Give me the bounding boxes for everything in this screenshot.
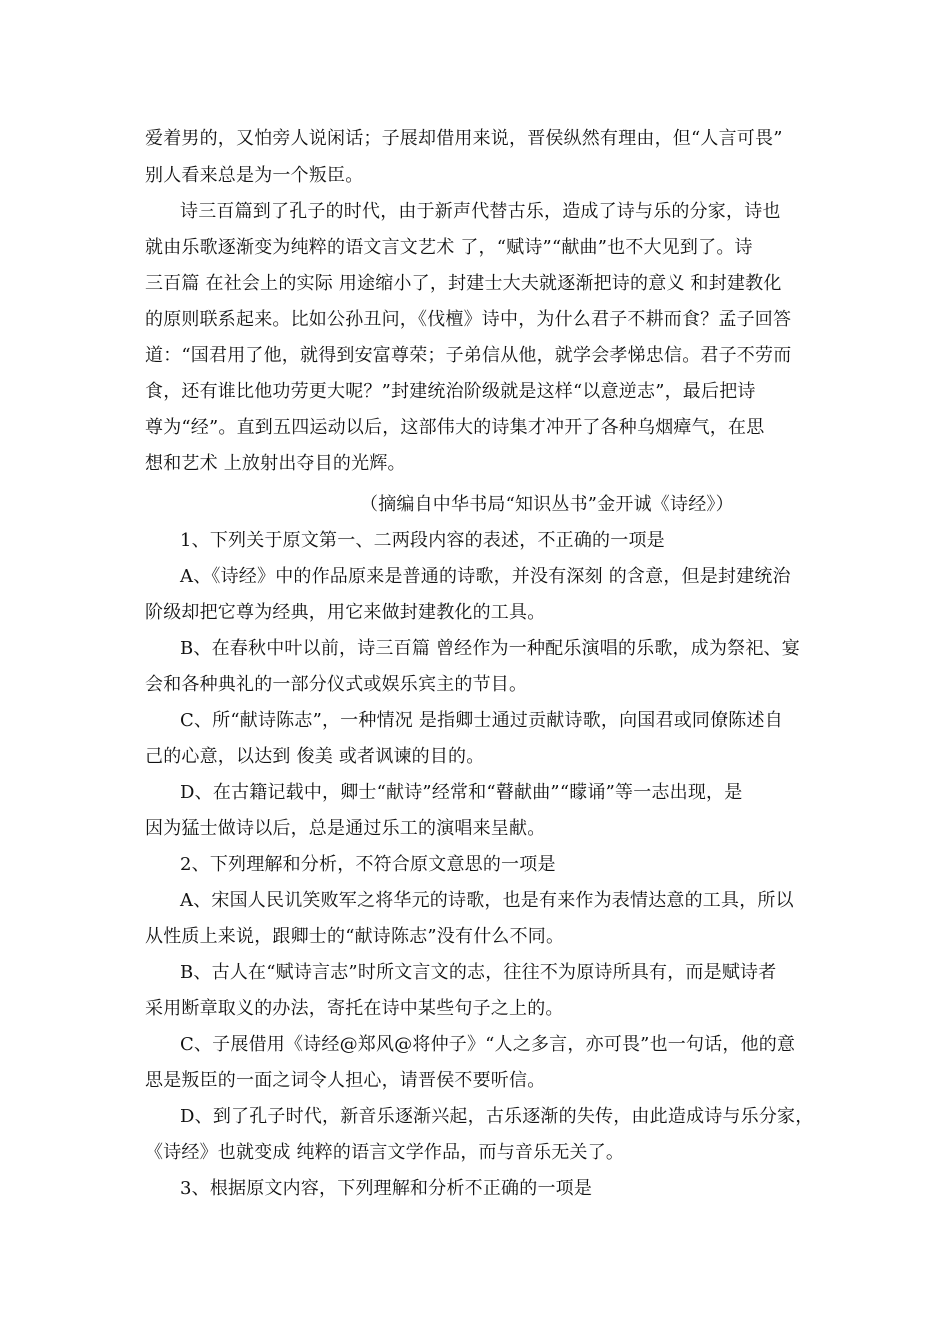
question-1-option-b-cont: 会和各种典礼的一部分仪式或娱乐宾主的节目。 bbox=[145, 674, 528, 695]
passage-line: 诗三百篇到了孔子的时代，由于新声代替古乐，造成了诗与乐的分家，诗也 bbox=[180, 201, 781, 222]
passage-line: 爱着男的，又怕旁人说闲话；子展却借用来说，晋侯纵然有理由，但“人言可畏” bbox=[145, 128, 783, 149]
passage-line: 的原则联系起来。比如公孙丑问，《伐檀》诗中，为什么君子不耕而食？孟子回答 bbox=[145, 309, 792, 330]
passage-line: 食，还有谁比他功劳更大呢？”封建统治阶级就是这样“以意逆志”，最后把诗 bbox=[145, 381, 756, 402]
passage-line: 尊为“经”。直到五四运动以后，这部伟大的诗集才冲开了各种乌烟瘴气，在思 bbox=[145, 417, 765, 438]
question-2-option-c-cont: 思是叛臣的一面之词令人担心，请晋侯不要听信。 bbox=[145, 1070, 546, 1091]
passage-line: 别人看来总是为一个叛臣。 bbox=[145, 165, 364, 186]
question-2-option-c: C、子展借用《诗经@郑风@将仲子》“人之多言，亦可畏”也一句话，他的意 bbox=[180, 1034, 796, 1055]
passage-line: 就由乐歌逐渐变为纯粹的语文言文艺术 了，“赋诗”“献曲”也不大见到了。诗 bbox=[145, 237, 753, 258]
question-2-option-d-cont: 《诗经》也就变成 纯粹的语言文学作品，而与音乐无关了。 bbox=[145, 1142, 625, 1163]
question-1-option-d: D、在古籍记载中，卿士“献诗”经常和“瞽献曲”“矇诵”等一志出现，是 bbox=[180, 782, 743, 803]
question-2-option-a: A、宋国人民讥笑败军之将华元的诗歌，也是有来作为表情达意的工具，所以 bbox=[180, 890, 794, 911]
question-1-option-a-cont: 阶级却把它尊为经典，用它来做封建教化的工具。 bbox=[145, 602, 546, 623]
question-2-stem: 2、下列理解和分析，不符合原文意思的一项是 bbox=[180, 854, 556, 875]
passage-line: 道：“国君用了他，就得到安富尊荣；子弟信从他，就学会孝悌忠信。君子不劳而 bbox=[145, 345, 792, 366]
question-3-stem: 3、根据原文内容，下列理解和分析不正确的一项是 bbox=[180, 1178, 593, 1199]
question-1-option-b: B、在春秋中叶以前，诗三百篇 曾经作为一种配乐演唱的乐歌，成为祭祀、宴 bbox=[180, 638, 800, 659]
question-1-option-a: A、《诗经》中的作品原来是普通的诗歌，并没有深刻 的含意，但是封建统治 bbox=[180, 566, 791, 587]
question-2-option-b: B、古人在“赋诗言志”时所文言文的志，往往不为原诗所具有，而是赋诗者 bbox=[180, 962, 777, 983]
question-1-option-c: C、所“献诗陈志”，一种情况 是指卿士通过贡献诗歌，向国君或同僚陈述自 bbox=[180, 710, 783, 731]
source-citation: （摘编自中华书局“知识丛书”金开诚《诗经》） bbox=[360, 494, 734, 515]
passage-line: 想和艺术 上放射出夺目的光辉。 bbox=[145, 453, 406, 474]
question-1-option-c-cont: 己的心意，以达到 俊美 或者讽谏的目的。 bbox=[145, 746, 485, 767]
question-2-option-d: D、到了孔子时代，新音乐逐渐兴起，古乐逐渐的失传，由此造成诗与乐分家， bbox=[180, 1106, 814, 1127]
question-1-option-d-cont: 因为猛士做诗以后，总是通过乐工的演唱来呈献。 bbox=[145, 818, 546, 839]
question-2-option-a-cont: 从性质上来说，跟卿士的“献诗陈志”没有什么不同。 bbox=[145, 926, 565, 947]
passage-line: 三百篇 在社会上的实际 用途缩小了，封建士大夫就逐渐把诗的意义 和封建教化 bbox=[145, 273, 782, 294]
question-2-option-b-cont: 采用断章取义的办法，寄托在诗中某些句子之上的。 bbox=[145, 998, 564, 1019]
question-1-stem: 1、下列关于原文第一、二两段内容的表述，不正确的一项是 bbox=[180, 530, 665, 551]
